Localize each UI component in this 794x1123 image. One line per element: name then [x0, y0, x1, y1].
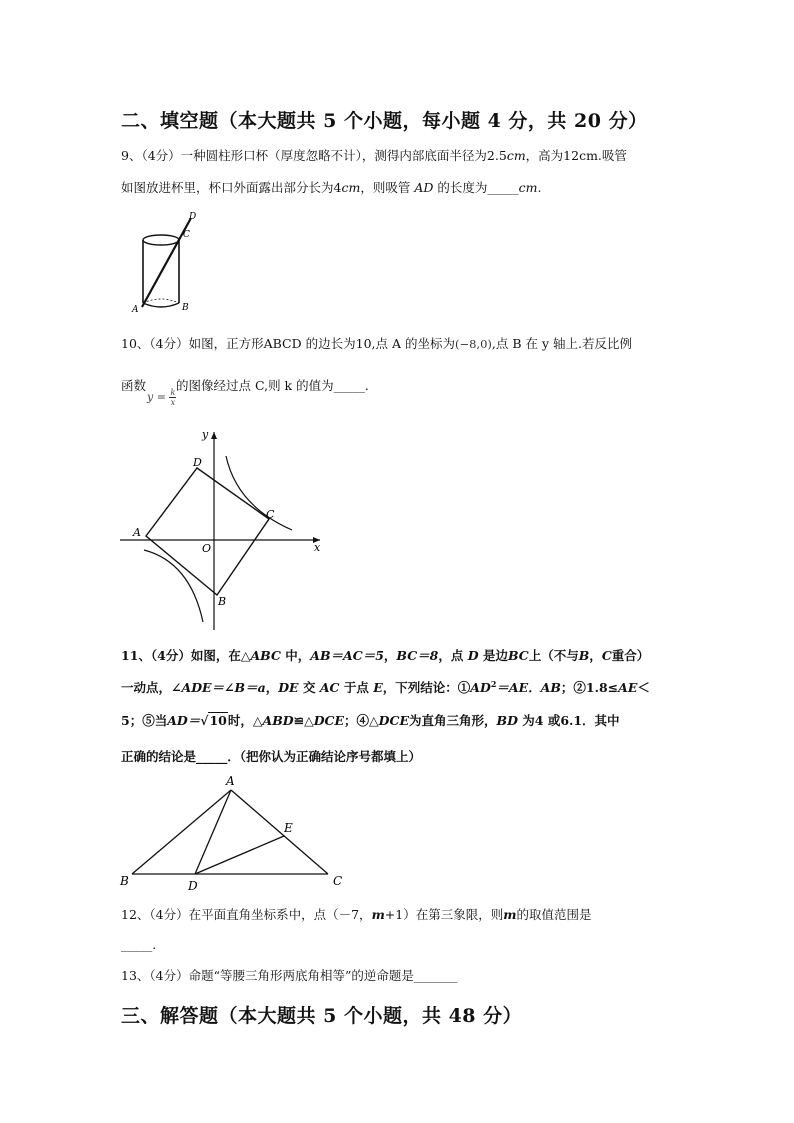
q10-graph-figure [120, 424, 330, 632]
hyperbola-third-quadrant [144, 550, 203, 622]
q10-label-x: x [314, 541, 321, 554]
q9-cup-figure [128, 208, 200, 316]
q9-label-c: C [183, 230, 190, 240]
q9-line-1: 9、（4分）一种圆柱形口杯（厚度忽略不计），测得内部底面半径为2.5cm，高为12cm.吸管 [121, 148, 627, 163]
q9-label-d: D [189, 212, 197, 222]
q10-label-b: B [218, 595, 227, 608]
q9-label-a: A [132, 305, 139, 315]
q9-answer-blank[interactable]: _____ [487, 180, 519, 195]
q10-coordinate: (−8,0) [454, 337, 492, 351]
q10-label-y: y [202, 428, 209, 441]
q11-line-3: 5；⑤当AD＝√10时，△ABD≌△DCE；④△DCE为直角三角形，BD 为4 或6.1．其中 [121, 713, 620, 728]
q11-label-d: D [188, 879, 198, 893]
square-abcd [146, 468, 269, 595]
q9-label-b: B [182, 303, 189, 313]
q10-label-c: C [266, 508, 275, 521]
q10-line-2: 函数 的图像经过点 C,则 k 的值为_____. [121, 378, 369, 393]
q11-line-2: 一动点，∠ADE＝∠B＝a，DE 交 AC 于点 E，下列结论：$①AD^2=AE$．AB；②1.8≤AE＜ [121, 678, 650, 695]
q13-text: 13、（4分）命题“等腰三角形两底角相等”的逆命题是_______ [121, 968, 458, 983]
q11-label-c: C [333, 874, 343, 888]
q11-label-e: E [284, 821, 293, 835]
q10-line-1: 10、（4分）如图，正方形ABCD 的边长为10,点 A 的坐标为(−8,0),点 B 在 y 轴上.若反比例 [121, 336, 632, 351]
q11-line-4: 正确的结论是_____．（把你认为正确结论序号都填上） [121, 749, 422, 764]
q12-answer-blank[interactable]: _____. [121, 937, 157, 952]
q10-formula: y = $\frac{k}{x}$ [147, 388, 176, 407]
q11-label-a: A [226, 774, 235, 788]
section-heading-answer: 三、解答题（本大题共 5 个小题，共 48 分） [121, 1005, 523, 1027]
q11-triangle-figure [118, 770, 348, 894]
hyperbola-first-quadrant [226, 456, 292, 530]
q9-radius: 2.5cm [486, 148, 526, 163]
q10-label-d: D [193, 456, 202, 469]
q11-label-b: B [120, 874, 129, 888]
q12-line-1: 12、（4分）在平面直角坐标系中，点（－7，m+1）在第三象限，则m的取值范围是 [121, 907, 592, 922]
q10-label-a: A [133, 526, 141, 539]
section-heading-fill-in: 二、填空题（本大题共 5 个小题，每小题 4 分，共 20 分） [121, 110, 648, 132]
q9-line-2: 如图放进杯里，杯口外面露出部分长为4cm，则吸管 AD 的长度为_____cm. [121, 180, 542, 195]
q11-line-1: 11、（4分）如图，在△ABC 中，AB＝AC＝5，BC＝8，点 D 是边BC上（不与B，C重合） [121, 648, 650, 663]
q10-label-o: O [202, 542, 212, 555]
